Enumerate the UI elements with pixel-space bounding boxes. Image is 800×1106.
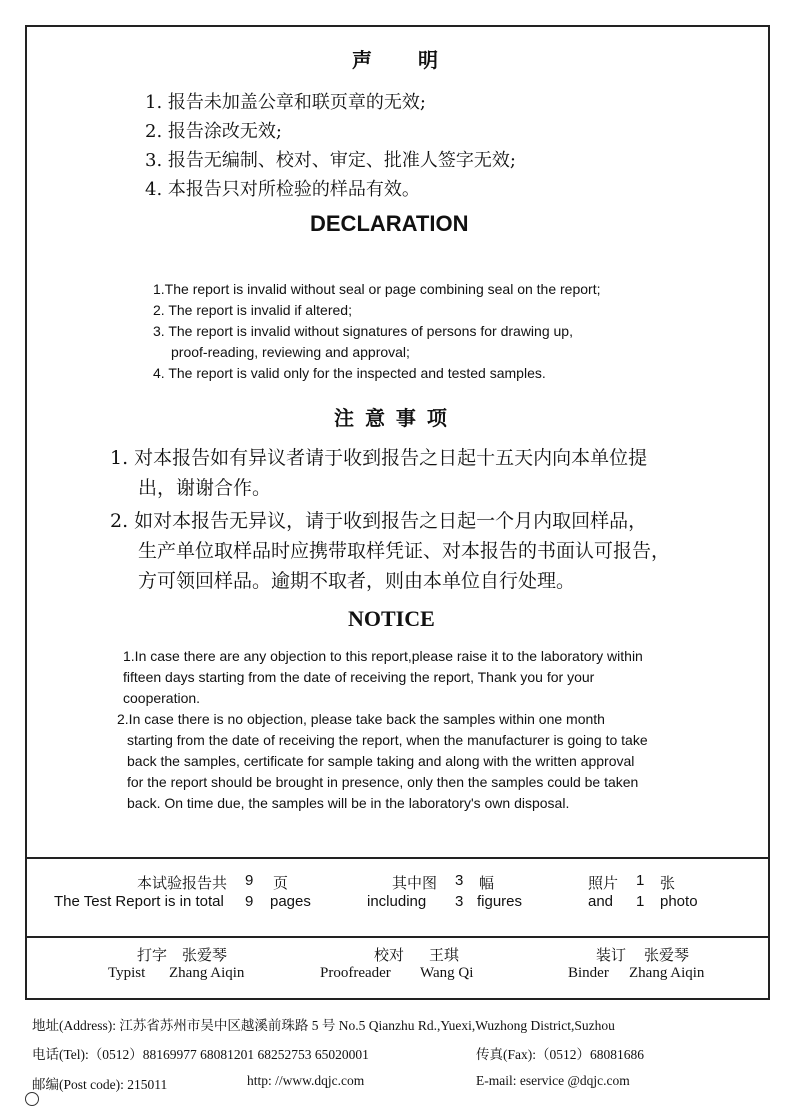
binder-cn-name: 张爱琴 [644, 946, 690, 964]
notice-cn-item-2-line-2: 生产单位取样品时应携带取样凭证、对本报告的书面认可报告， [138, 540, 671, 562]
footer-fax: 传真(Fax):（0512）68081686 [476, 1047, 644, 1062]
declaration-cn-item-3: 3. 报告无编制、校对、审定、批准人签字无效; [145, 150, 516, 171]
binder-en-label: Binder [568, 965, 609, 981]
footer-website: http: //www.dqjc.com [247, 1073, 365, 1088]
notice-en-line-3: cooperation. [123, 690, 201, 706]
figures-count-cn: 3 [455, 872, 464, 889]
figures-cn-unit: 幅 [479, 874, 495, 892]
photos-count-en: 1 [636, 893, 645, 910]
notice-en-line-4: 2.In case there is no objection, please take back the samples within one month [117, 711, 605, 727]
typist-en-label: Typist [108, 965, 146, 981]
photos-en-unit: photo [660, 893, 698, 910]
binder-en-name: Zhang Aiqin [629, 965, 705, 981]
notice-cn-item-2-line-1: 2. 如对本报告无异议，请于收到报告之日起一个月内取回样品， [110, 510, 648, 532]
proofreader-cn-label: 校对 [374, 946, 405, 964]
notice-cn-item-2-line-3: 方可领回样品。逾期不取者，则由本单位自行处理。 [138, 570, 576, 592]
notice-cn-item-1-line-2: 出，谢谢合作。 [138, 477, 272, 499]
notice-cn-item-1-line-1: 1. 对本报告如有异议者请于收到报告之日起十五天内向本单位提 [110, 447, 648, 469]
declaration-en-item-4: 4. The report is valid only for the inspected and tested samples. [153, 365, 546, 381]
declaration-cn-item-1: 1. 报告未加盖公章和联页章的无效; [145, 92, 426, 113]
pages-cn-label: 本试验报告共 [137, 874, 228, 892]
footer-address: 地址(Address): 江苏省苏州市吴中区越溪前珠路 5 号 No.5 Qianzhu Rd.,Yuexi,Wuzhong District,Suzhou [32, 1018, 615, 1033]
binder-cn-label: 装订 [596, 946, 627, 964]
declaration-en-item-3: 3. The report is invalid without signatures of persons for drawing up, [153, 323, 573, 339]
photos-count-cn: 1 [636, 872, 645, 889]
pages-en-label: The Test Report is in total [54, 893, 224, 910]
footer-postcode: 邮编(Post code): 215011 [32, 1077, 168, 1092]
proofreader-en-label: Proofreader [320, 965, 391, 981]
pages-count-en: 9 [245, 893, 254, 910]
notice-en-line-2: fifteen days starting from the date of receiving the report, Thank you for your [123, 669, 595, 685]
declaration-en-item-1: 1.The report is invalid without seal or page combining seal on the report; [153, 281, 601, 297]
footer-email: E-mail: eservice @dqjc.com [476, 1073, 630, 1088]
section-divider-bottom [27, 936, 768, 938]
pages-en-unit: pages [270, 893, 311, 910]
photos-en-label: and [588, 893, 614, 910]
figures-cn-label: 其中图 [392, 874, 438, 892]
page-mark-icon [25, 1092, 39, 1106]
proofreader-en-name: Wang Qi [420, 965, 474, 981]
proofreader-cn-name: 王琪 [429, 946, 460, 964]
typist-cn-label: 打字 [137, 946, 168, 964]
declaration-cn-item-4: 4. 本报告只对所检验的样品有效。 [145, 179, 420, 200]
footer-tel: 电话(Tel):（0512）88169977 68081201 68252753 65020001 [32, 1047, 369, 1062]
notice-cn-title: 注 意 事 项 [334, 406, 449, 430]
pages-count-cn: 9 [245, 872, 254, 889]
declaration-en-title: DECLARATION [310, 211, 469, 236]
pages-cn-unit: 页 [273, 874, 289, 892]
notice-en-line-7: for the report should be brought in presence, only then the samples could be taken [127, 774, 639, 790]
notice-en-line-8: back. On time due, the samples will be in the laboratory's own disposal. [127, 795, 570, 811]
notice-en-line-1: 1.In case there are any objection to this report,please raise it to the laboratory within [123, 648, 643, 664]
photos-cn-unit: 张 [660, 874, 676, 892]
notice-en-line-5: starting from the date of receiving the report, when the manufacturer is going to take [127, 732, 648, 748]
typist-en-name: Zhang Aiqin [169, 965, 245, 981]
declaration-en-item-2: 2. The report is invalid if altered; [153, 302, 352, 318]
declaration-cn-title: 声 明 [352, 48, 440, 72]
section-divider-top [27, 857, 768, 859]
declaration-en-item-3-cont: proof-reading, reviewing and approval; [171, 344, 410, 360]
declaration-cn-item-2: 2. 报告涂改无效; [145, 121, 282, 142]
figures-en-label: including [367, 893, 427, 910]
figures-en-unit: figures [477, 893, 523, 910]
typist-cn-name: 张爱琴 [182, 946, 228, 964]
notice-en-line-6: back the samples, certificate for sample taking and along with the written approval [127, 753, 635, 769]
photos-cn-label: 照片 [588, 874, 619, 892]
figures-count-en: 3 [455, 893, 464, 910]
notice-en-title: NOTICE [348, 606, 435, 631]
